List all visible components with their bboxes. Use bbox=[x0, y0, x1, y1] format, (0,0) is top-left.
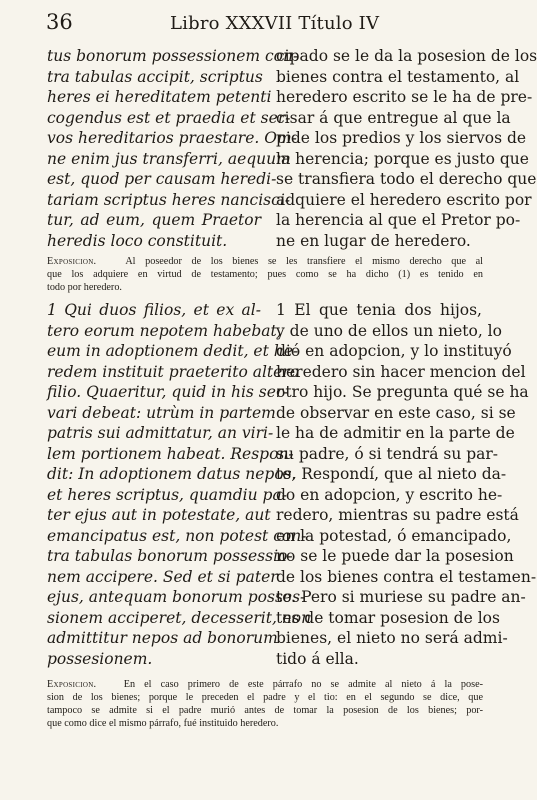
latin-line: eum in adoptionem dedit, et he- bbox=[47, 342, 299, 360]
latin-line: vos hereditarios praestare. Om- bbox=[47, 129, 297, 147]
spanish-line: adquiere el heredero escrito por bbox=[276, 190, 532, 209]
spanish-line: otro hijo. Se pregunta qué se ha bbox=[276, 383, 529, 401]
spanish-line: to. Pero si muriese su padre an- bbox=[276, 588, 526, 606]
exposicion-line: tampoco se admite si el padre murió antes de tomar la posesion de los bienes; por- bbox=[47, 705, 483, 716]
spanish-line: le ha de admitir en la parte de bbox=[276, 424, 515, 442]
latin-line: sionem acciperet, decesserit, non bbox=[47, 608, 312, 627]
spanish-line: do en adopcion, y escrito he- bbox=[276, 485, 503, 504]
spanish-line: redero, mientras su padre está bbox=[276, 506, 519, 524]
latin-line: ter ejus aut in potestate, aut bbox=[47, 506, 271, 524]
exposicion-text: En el caso primero de este párrafo no se admite al nieto á la pose- bbox=[123, 679, 483, 690]
latin-line: 1 Qui duos filios, et ex al- bbox=[47, 301, 261, 319]
exposicion-text: Al poseedor de los bienes se les transfiere el mismo derecho que al bbox=[125, 256, 483, 267]
spanish-line: no se le puede dar la posesion bbox=[276, 547, 514, 565]
latin-line: est, quod per causam heredi- bbox=[47, 170, 277, 188]
latin-line: dit: In adoptionem datus nepos, bbox=[47, 465, 297, 483]
latin-line: et heres scriptus, quamdiu pa- bbox=[47, 485, 287, 504]
latin-line: redem instituit praeterito altero bbox=[47, 362, 300, 381]
spanish-line: cisar á que entregue al que la bbox=[276, 108, 511, 127]
spanish-line: tes de tomar posesion de los bbox=[276, 608, 500, 627]
spanish-line: de los bienes contra el testamen- bbox=[276, 567, 537, 586]
exposicion-label: Exposicion. bbox=[47, 256, 97, 267]
exposicion-line: sion de los bienes; porque le preceden el padre y el tio: en el segundo se dice, que bbox=[47, 692, 483, 703]
latin-line: filio. Quaeritur, quid in his ser- bbox=[47, 383, 289, 401]
spanish-line: dió en adopcion, y lo instituyó bbox=[276, 342, 512, 360]
spanish-line: ne en lugar de heredero. bbox=[276, 231, 471, 250]
latin-line: tero eorum nepotem habebat, bbox=[47, 321, 282, 340]
spanish-line: la herencia; porque es justo que bbox=[276, 149, 529, 168]
latin-line: tariam scriptus heres nancisci- bbox=[47, 190, 291, 209]
exposicion-label: Exposicion. bbox=[47, 679, 97, 690]
spanish-line: la herencia al que el Pretor po- bbox=[276, 211, 521, 229]
latin-line: tur, ad eum, quem Praetor bbox=[47, 211, 261, 229]
latin-line: nem accipere. Sed et si pater bbox=[47, 567, 278, 586]
latin-line: tra tabulas accipit, scriptus bbox=[47, 67, 263, 86]
spanish-line: bienes contra el testamento, al bbox=[276, 67, 520, 86]
latin-line: heres ei hereditatem petenti bbox=[47, 88, 272, 106]
exposicion-line: que los adquiere en virtud de testamento; pues como se ha dicho (1) es tenido en bbox=[47, 269, 483, 280]
spanish-line: cipado se le da la posesion de los bbox=[276, 47, 537, 65]
latin-line: tra tabulas bonorum possessio- bbox=[47, 547, 293, 565]
spanish-line: y de uno de ellos un nieto, lo bbox=[276, 321, 502, 340]
spanish-line: tido á ella. bbox=[276, 649, 359, 668]
spanish-line: su padre, ó si tendrá su par- bbox=[276, 444, 499, 463]
latin-line: lem portionem habeat. Respon- bbox=[47, 444, 294, 463]
exposicion-line: todo por heredero. bbox=[47, 282, 122, 293]
spanish-line: heredero escrito se le ha de pre- bbox=[276, 88, 533, 106]
spanish-line: pide los predios y los siervos de bbox=[276, 129, 527, 147]
page-number: 36 bbox=[46, 10, 73, 34]
spanish-line: 1 El que tenia dos hijos, bbox=[276, 301, 482, 319]
latin-line: admittitur nepos ad bonorum bbox=[47, 629, 278, 647]
latin-line: emancipatus est, non potest con- bbox=[47, 526, 307, 545]
latin-line: heredis loco constituit. bbox=[47, 231, 228, 250]
latin-line: patris sui admittatur, an viri- bbox=[47, 424, 274, 442]
spanish-line: heredero sin hacer mencion del bbox=[276, 362, 526, 381]
latin-line: cogendus est et praedia et ser- bbox=[47, 108, 291, 127]
spanish-line: se transfiera todo el derecho que bbox=[276, 170, 537, 188]
latin-line: possesionem. bbox=[47, 649, 153, 668]
latin-line: ejus, antequam bonorum posses- bbox=[47, 588, 306, 606]
latin-line: tus bonorum possessionem con- bbox=[47, 47, 299, 65]
latin-line: ne enim jus transferri, aequum bbox=[47, 149, 291, 168]
spanish-line: en la potestad, ó emancipado, bbox=[276, 526, 512, 545]
spanish-line: bienes, el nieto no será admi- bbox=[276, 629, 508, 647]
latin-line: vari debeat: utrùm in partem bbox=[47, 403, 276, 422]
exposicion-line: que como dice el mismo párrafo, fué instituido heredero. bbox=[47, 718, 279, 729]
running-title: Libro XXXVII Título IV bbox=[170, 13, 380, 34]
spanish-line: te. Respondí, que al nieto da- bbox=[276, 465, 507, 483]
spanish-line: de observar en este caso, si se bbox=[276, 403, 516, 422]
